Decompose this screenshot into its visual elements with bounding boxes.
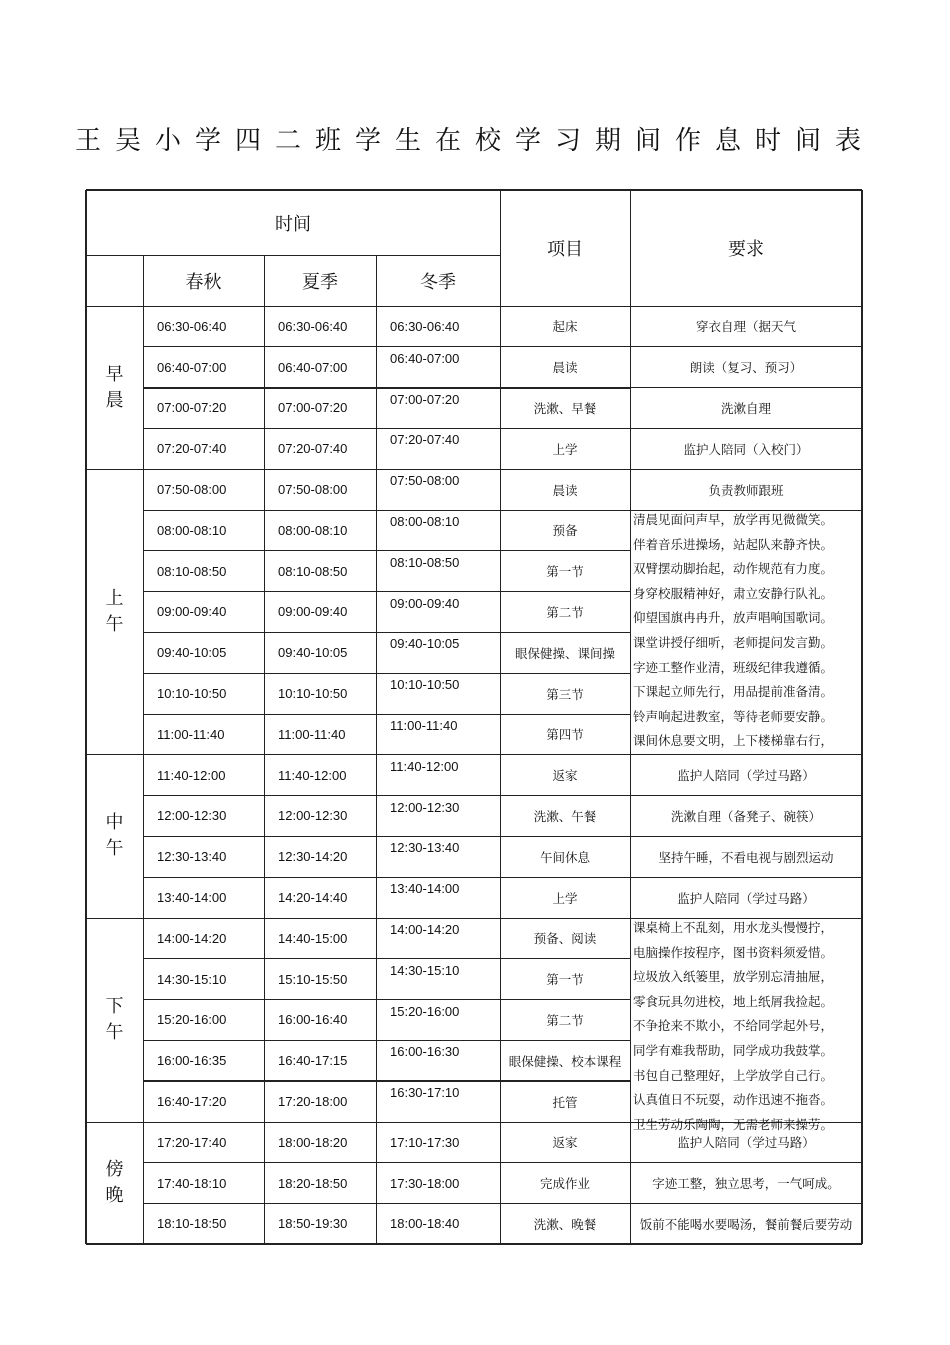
item-cell: 预备、阅读 [533,931,597,947]
time-winter: 17:10-17:30 [390,1134,460,1150]
time-spring-autumn: 09:40-10:05 [157,645,227,661]
item-cell: 托管 [552,1094,578,1110]
header-requirement: 要求 [728,239,764,260]
item-cell: 第一节 [546,564,584,580]
time-spring-autumn: 06:30-06:40 [157,318,227,334]
period-label-char: 午 [105,838,124,860]
period-label-char: 傍 [105,1159,124,1181]
time-summer: 16:00-16:40 [278,1012,348,1028]
time-summer: 07:20-07:40 [278,441,348,457]
time-spring-autumn: 13:40-14:00 [157,890,227,906]
time-winter: 16:00-16:30 [390,1044,460,1060]
item-cell: 眼保健操、课间操 [514,645,615,661]
requirement-cell: 穿衣自理（据天气 [695,319,796,335]
item-cell: 晨读 [552,482,578,498]
time-winter: 14:30-15:10 [390,962,460,978]
poem-line: 垃圾放入纸篓里，放学别忘清抽屉， [633,969,834,985]
time-spring-autumn: 16:00-16:35 [157,1053,227,1069]
time-winter: 11:00-11:40 [390,718,458,733]
requirement-cell: 字迹工整，独立思考，一气呵成。 [652,1176,840,1192]
time-summer: 14:20-14:40 [278,890,348,906]
time-summer: 18:50-19:30 [278,1216,348,1232]
requirement-cell: 监护人陪同（入校门） [683,441,809,457]
requirement-cell: 坚持午睡，不看电视与剧烈运动 [658,849,834,865]
item-cell: 起床 [552,319,578,335]
time-summer: 17:20-18:00 [278,1094,348,1110]
item-cell: 眼保健操、校本课程 [508,1053,622,1069]
time-winter: 15:20-16:00 [390,1003,460,1019]
item-cell: 完成作业 [539,1176,590,1192]
time-summer: 11:00-11:40 [278,726,346,742]
time-summer: 07:50-08:00 [278,482,348,498]
poem-line: 同学有难我帮助，同学成功我鼓掌。 [633,1042,834,1058]
period-label-0 [86,306,143,469]
item-cell: 晨读 [552,360,578,376]
time-spring-autumn: 08:10-08:50 [157,563,227,579]
time-summer: 12:00-12:30 [278,808,348,824]
requirement-cell: 监护人陪同（学过马路） [677,768,815,784]
poem-line: 零食玩具勿进校，地上纸屑我捡起。 [633,993,834,1009]
poem-line: 仰望国旗冉冉升，放声唱响国歌词。 [633,610,834,626]
item-cell: 返家 [552,768,578,784]
poem-line: 认真值日不玩耍，动作迅速不拖沓。 [633,1092,834,1108]
time-winter: 16:30-17:10 [390,1085,460,1101]
poem-line: 电脑操作按程序，图书资料须爱惜。 [633,944,834,960]
time-winter: 07:20-07:40 [390,432,460,448]
time-winter: 11:40-12:00 [390,758,459,774]
time-winter: 12:00-12:30 [390,799,460,815]
time-winter: 08:10-08:50 [390,554,460,570]
time-winter: 14:00-14:20 [390,922,460,937]
poem-line: 不争抢来不欺小，不给同学起外号， [633,1018,834,1034]
time-winter: 07:00-07:20 [390,391,460,407]
period-label-2 [86,755,143,918]
time-spring-autumn: 07:00-07:20 [157,400,227,416]
time-winter: 12:30-13:40 [390,840,460,856]
period-label-char: 午 [105,1022,124,1043]
time-spring-autumn: 12:30-13:40 [157,849,227,865]
poem-line: 铃声响起进教室，等待老师要安静。 [633,708,834,724]
poem-line: 伴着音乐进操场，站起队来静齐快。 [633,536,834,552]
time-summer: 11:40-12:00 [278,767,347,783]
time-summer: 14:40-15:00 [278,930,348,946]
time-summer: 16:40-17:15 [278,1053,348,1069]
requirement-cell: 监护人陪同（学过马路） [677,890,815,906]
time-summer: 18:00-18:20 [278,1134,348,1150]
time-winter: 13:40-14:00 [390,881,460,897]
time-spring-autumn: 06:40-07:00 [157,359,227,375]
time-winter: 07:50-08:00 [390,473,460,489]
requirement-cell: 洗漱自理 [720,400,771,416]
requirement-cell: 负责教师跟班 [708,482,784,498]
period-label-char: 晨 [105,389,124,411]
item-cell: 洗漱、早餐 [533,400,597,416]
time-spring-autumn: 08:00-08:10 [157,522,227,538]
poem-line: 清晨见面问声早，放学再见微微笑。 [633,512,834,527]
period-label-4 [86,1122,143,1244]
requirement-cell: 饭前不能喝水要喝汤，餐前餐后要劳动 [639,1216,853,1232]
time-winter: 18:00-18:40 [390,1216,460,1232]
time-spring-autumn: 14:00-14:20 [157,930,227,946]
header-winter: 冬季 [420,271,456,293]
time-winter: 10:10-10:50 [390,677,460,693]
period-label-3 [86,918,143,1122]
poem-line: 身穿校服精神好，肃立安静行队礼。 [633,585,834,601]
time-spring-autumn: 17:20-17:40 [157,1134,227,1150]
header-spring-autumn: 春秋 [185,271,222,293]
poem-line: 双臂摆动脚抬起，动作规范有力度。 [633,561,834,577]
header-time: 时间 [275,213,311,235]
page-title: 王吴小学四二班学生在校学习期间作息时间表 [74,126,875,156]
poem-line: 课间休息要文明，上下楼梯靠右行， [633,733,834,749]
requirement-cell: 朗读（复习、预习） [689,360,803,376]
time-spring-autumn: 07:20-07:40 [157,441,227,457]
poem-line: 下课起立师先行，用品提前准备清。 [633,684,834,700]
requirement-cell: 洗漱自理（备凳子、碗筷） [670,808,821,824]
time-summer: 08:10-08:50 [278,563,348,579]
time-spring-autumn: 18:10-18:50 [157,1216,227,1232]
time-spring-autumn: 16:40-17:20 [157,1094,227,1110]
time-winter: 06:30-06:40 [390,318,460,334]
time-summer: 06:30-06:40 [278,318,348,334]
time-spring-autumn: 12:00-12:30 [157,808,227,824]
time-spring-autumn: 11:40-12:00 [157,767,226,783]
time-winter: 09:00-09:40 [390,595,460,611]
time-winter: 09:40-10:05 [390,636,460,652]
time-spring-autumn: 15:20-16:00 [157,1012,227,1028]
time-summer: 06:40-07:00 [278,359,348,375]
time-winter: 17:30-18:00 [390,1175,460,1191]
header-summer: 夏季 [302,271,338,293]
time-summer: 10:10-10:50 [278,686,348,702]
item-cell: 上学 [552,441,578,457]
item-cell: 返家 [552,1135,578,1151]
period-label-1 [86,469,143,755]
period-label-char: 晚 [105,1185,124,1207]
poem-line: 卫生劳动乐陶陶，无需老师来操劳。 [633,1116,834,1132]
item-cell: 预备 [552,523,578,539]
time-spring-autumn: 09:00-09:40 [157,604,227,620]
time-spring-autumn: 14:30-15:10 [157,971,227,987]
item-cell: 第二节 [546,604,584,620]
period-label-char: 上 [105,587,124,609]
item-cell: 第三节 [546,686,584,702]
time-spring-autumn: 17:40-18:10 [157,1175,227,1191]
header-item: 项目 [547,239,583,260]
time-winter: 08:00-08:10 [390,514,460,529]
item-cell: 洗漱、晚餐 [533,1216,597,1232]
item-cell: 午间休息 [539,849,590,865]
time-spring-autumn: 11:00-11:40 [157,726,225,742]
item-cell: 洗漱、午餐 [533,808,597,824]
poem-line: 书包自己整理好，上学放学自己行。 [633,1067,834,1083]
time-summer: 12:30-14:20 [278,849,348,865]
time-winter: 06:40-07:00 [390,350,460,366]
poem-line: 课桌椅上不乱刻，用水龙头慢慢拧， [633,920,834,935]
time-summer: 18:20-18:50 [278,1175,348,1191]
item-cell: 第一节 [546,972,584,988]
item-cell: 第四节 [546,727,584,743]
item-cell: 第二节 [546,1012,584,1028]
poem-line: 课堂讲授仔细听，老师提问发言勤。 [633,634,834,650]
time-summer: 09:40-10:05 [278,645,348,661]
time-summer: 09:00-09:40 [278,604,348,620]
time-summer: 08:00-08:10 [278,522,348,538]
morning-poem-block [633,508,833,754]
item-cell: 上学 [552,890,578,906]
period-label-char: 早 [105,363,124,385]
poem-line: 字迹工整作业清，班级纪律我遵循。 [633,659,834,675]
time-spring-autumn: 07:50-08:00 [157,482,227,498]
period-label-char: 下 [105,996,124,1017]
afternoon-poem-block [633,916,833,1137]
period-label-char: 午 [105,613,124,635]
period-label-char: 中 [105,812,124,834]
time-summer: 07:00-07:20 [278,400,348,416]
time-summer: 15:10-15:50 [278,971,348,987]
requirement-cell: 监护人陪同（学过马路） [677,1135,815,1151]
time-spring-autumn: 10:10-10:50 [157,686,227,702]
